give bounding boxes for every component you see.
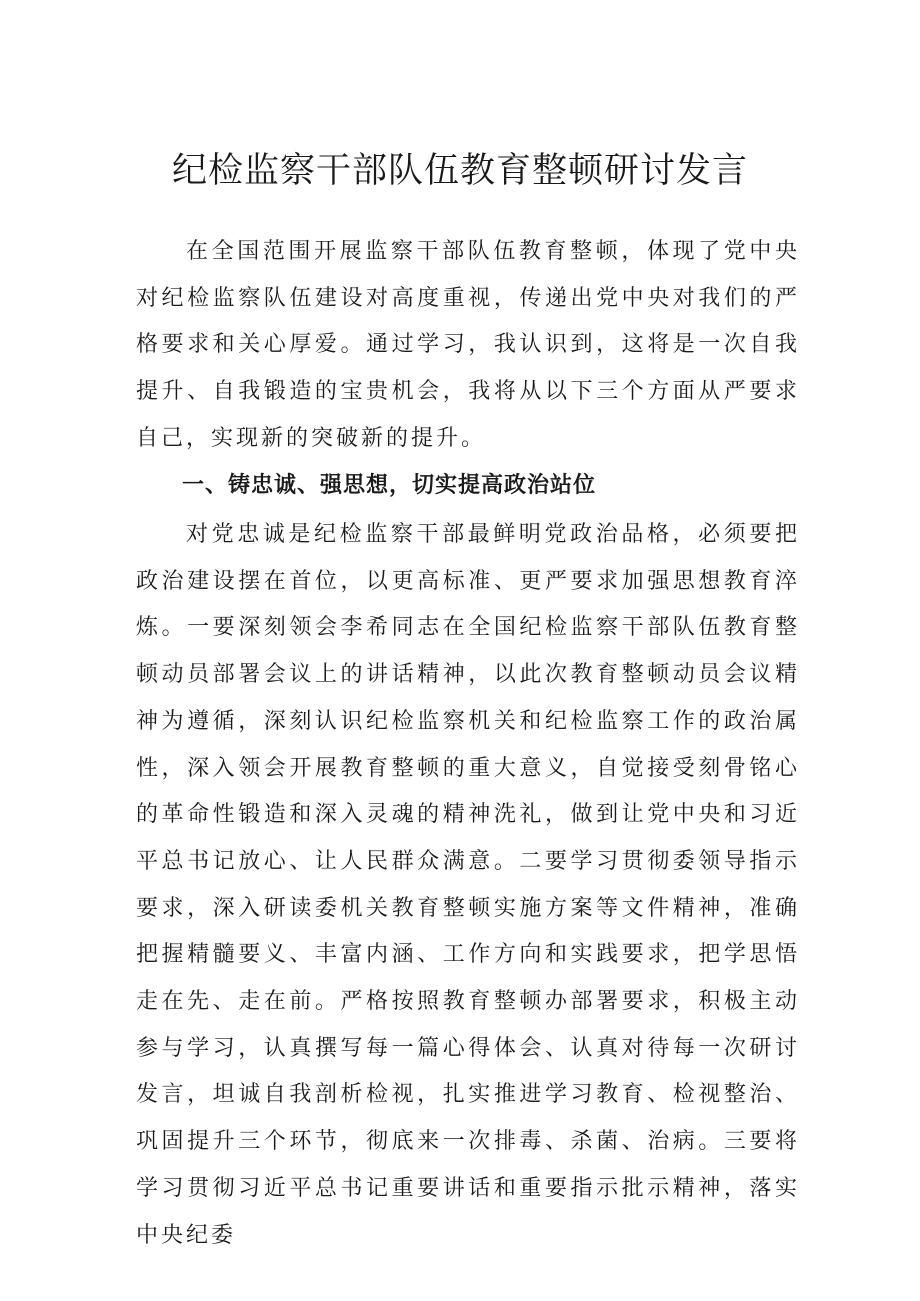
- section-heading-1: 一、铸忠诚、强思想，切实提高政治站位: [182, 473, 597, 498]
- intro-paragraph: 在全国范围开展监察干部队伍教育整顿，体现了党中央对纪检监察队伍建设对高度重视，传递出党中央对我们的严格要求和关心厚爱。通过学习，我认识到，这将是一次自我提升、自我锻造的宝贵机会，我将从以下三个方面从严要求自己，实现新的突破新的提升。: [136, 239, 800, 451]
- section-1-paragraph: 对党忠诚是纪检监察干部最鲜明党政治品格，必须要把政治建设摆在首位，以更高标准、更严要求加强思想教育淬炼。一要深刻领会李希同志在全国纪检监察干部队伍教育整顿动员部署会议上的讲话精神，以此次教育整顿动员会议精神为遵循，深刻认识纪检监察机关和纪检监察工作的政治属性，深入领会开展教育整顿的重大意义，自觉接受刻骨铭心的革命性锻造和深入灵魂的精神洗礼，做到让党中央和习近平总书记放心、让人民群众满意。二要学习贯彻委领导指示要求，深入研读委机关教育整顿实施方案等文件精神，准确把握精髓要义、丰富内涵、工作方向和实践要求，把学思悟走在先、走在前。严格按照教育整顿办部署要求，积极主动参与学习，认真撰写每一篇心得体会、认真对待每一次研讨发言，坦诚自我剖析检视，扎实推进学习教育、检视整治、巩固提升三个环节，彻底来一次排毒、杀菌、治病。三要将学习贯彻习近平总书记重要讲话和重要指示批示精神，落实中央纪委: [136, 522, 800, 1248]
- document-title: 纪检监察干部队伍教育整顿研讨发言: [171, 151, 748, 191]
